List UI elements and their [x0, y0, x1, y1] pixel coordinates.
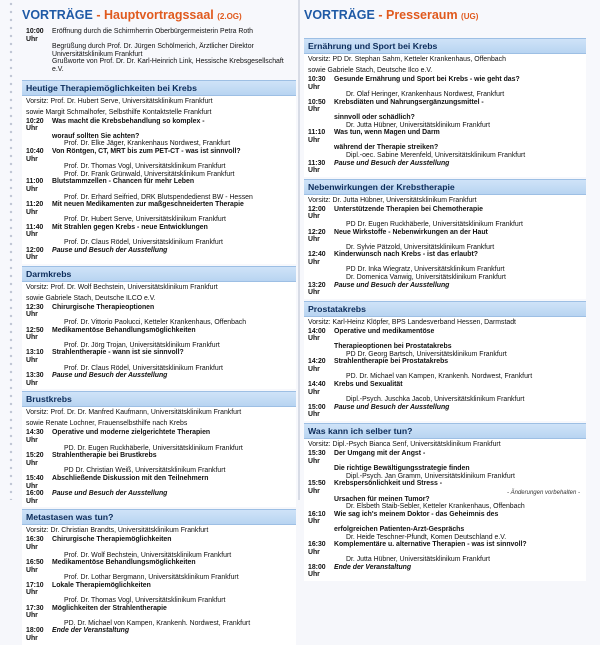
talk-title: erfolgreichen Patienten-Arzt-Gesprächs	[334, 525, 465, 533]
time-label	[26, 58, 52, 73]
speaker-row	[22, 467, 296, 475]
time-label: 18:00 Uhr	[26, 627, 44, 643]
talk-title-row	[22, 178, 296, 193]
speaker-name: Prof. Dr. Jörg Trojan, Universitätsklinikum Frankfurt	[64, 341, 220, 349]
time-label: 14:30 Uhr	[26, 429, 44, 444]
talk-title-row	[22, 224, 296, 239]
time-label: 16:50 Uhr	[26, 559, 44, 574]
time-spacer	[26, 467, 52, 475]
talk-title: Wie sag ich's meinem Doktor - das Geheimnis des	[334, 510, 499, 518]
time-spacer	[26, 365, 52, 373]
time-label	[308, 144, 334, 152]
footer-note: - Änderungen vorbehalten -	[506, 490, 580, 496]
pause-row	[22, 247, 296, 262]
time-spacer	[308, 556, 334, 564]
speaker-row	[22, 574, 296, 582]
time-label: 14:20 Uhr	[308, 358, 326, 373]
right-header-code: (UG)	[461, 12, 479, 21]
chair-line: Vorsitz: Prof. Dr. Dr. Manfred Kaufmann, Universitätsklinikum Frankfurt	[26, 409, 242, 417]
speaker-name: Dr. Jutta Hübner, Universitätsklinikum Frankfurt	[346, 556, 490, 564]
section-panel	[22, 282, 296, 390]
section-title: Nebenwirkungen der Krebstherapie	[304, 179, 586, 195]
talk-title: während der Therapie streiken?	[334, 144, 439, 152]
time-label: 14:40 Uhr	[308, 381, 326, 396]
talk-title: Ursachen für meinen Tumor?	[334, 495, 430, 503]
time-label: 10:40 Uhr	[26, 147, 44, 163]
talk-title-row	[22, 475, 296, 490]
time-spacer	[26, 239, 52, 247]
intro-block	[22, 26, 296, 78]
section-panel	[304, 439, 586, 581]
talk-title-row	[304, 511, 586, 526]
speaker-row	[304, 396, 586, 404]
speaker-name: Prof. Dr. Elke Jäger, Krankenhaus Nordwest, Frankfurt	[64, 140, 231, 148]
time-label: 11:40 Uhr	[26, 223, 44, 239]
time-spacer	[26, 171, 52, 179]
time-spacer	[308, 244, 334, 252]
speaker-name: Prof. Dr. Vittorio Paolucci, Ketteler Krankenhaus, Offenbach	[64, 319, 247, 327]
section-panel	[304, 317, 586, 421]
talk-title-row	[22, 605, 296, 620]
talk-title: Der Umgang mit der Angst -	[334, 449, 426, 457]
speaker-name: Prof. Dr. Hubert Serve, Universitätsklinikum Frankfurt	[64, 216, 226, 224]
time-label: 16:00 Uhr	[26, 490, 44, 505]
pause-label: Pause und Besuch der Ausstellung	[334, 281, 450, 289]
section-gap	[304, 175, 586, 177]
left-header-code: (2.OG)	[217, 12, 242, 21]
talk-title-row	[22, 118, 296, 133]
chair-line: Vorsitz: Prof. Dr. Wolf Bechstein, Universitätsklinikum Frankfurt	[26, 283, 218, 291]
section-gap	[22, 505, 296, 507]
section-title: Brustkrebs	[22, 391, 296, 407]
section-title: Prostatakrebs	[304, 301, 586, 317]
time-spacer	[308, 351, 334, 359]
speaker-row	[304, 91, 586, 99]
time-label	[26, 133, 52, 141]
speaker-name: Dr. Heide Teschner-Pfundt, Komen Deutschland e.V.	[346, 533, 507, 541]
talk-title-row	[304, 358, 586, 373]
speaker-name: PD. Dr. Michael van Kampen, Krankenh. Nordwest, Frankfurt	[346, 373, 533, 381]
talk-title: Von Röntgen, CT, MRT bis zum PET-CT - was ist sinnvoll?	[52, 147, 241, 155]
talk-title-row	[304, 129, 586, 144]
time-spacer	[26, 163, 52, 171]
speaker-row	[22, 194, 296, 202]
speaker-name: PD Dr. Christian Weiß, Universitätsklinikum Frankfurt	[64, 467, 226, 475]
chair-line: sowie Margit Schmalhofer, Selbsthilfe Kontaktstelle Frankfurt	[26, 108, 212, 116]
speaker-row	[22, 342, 296, 350]
right-spacer	[304, 26, 586, 36]
perforation-dots	[7, 0, 15, 500]
talk-title: Strahlentherapie bei Brustkrebs	[52, 452, 157, 460]
speaker-row	[304, 266, 586, 274]
right-header-prefix: VORTRÄGE	[304, 8, 375, 22]
time-label: 11:30 Uhr	[308, 159, 326, 175]
right-header-dash: -	[378, 8, 383, 22]
time-spacer	[26, 216, 52, 224]
fold-line	[298, 0, 300, 500]
time-label: 13:20 Uhr	[308, 281, 326, 297]
time-label: 11:00 Uhr	[26, 178, 44, 193]
talk-title-row	[22, 349, 296, 364]
chair-line: Vorsitz: Dr. Jutta Hübner, Universitätsklinikum Frankfurt	[308, 196, 477, 204]
chair-line: Vorsitz: Dr. Christian Brandts, Universitätsklinikum Frankfurt	[26, 527, 209, 535]
time-label: 10:30 Uhr	[308, 76, 326, 91]
speaker-row	[304, 152, 586, 160]
speaker-name: Dipl.-Psych. Juschka Jacob, Universitätsklinikum Frankfurt	[346, 396, 525, 404]
intro-line: Eröffnung durch die Schirmherrin Oberbürgermeisterin Petra Roth	[52, 28, 253, 35]
talk-title-row	[304, 496, 586, 504]
section-gap	[22, 387, 296, 389]
talk-title: Lokale Therapiemöglichkeiten	[52, 581, 151, 589]
speaker-name: Prof. Dr. Erhard Seifried, DRK Blutspendedienst BW - Hessen	[64, 193, 253, 201]
speaker-row	[304, 556, 586, 564]
left-header-hall: Hauptvortragssaal	[103, 8, 214, 22]
chair-line: Vorsitz: PD Dr. Stephan Sahm, Ketteler Krankenhaus, Offenbach	[308, 56, 506, 63]
talk-title: Krebs und Sexualität	[334, 381, 403, 388]
section-gap	[304, 579, 586, 581]
time-spacer	[308, 473, 334, 481]
pause-label: Pause und Besuch der Ausstellung	[52, 246, 168, 254]
time-label: 16:30 Uhr	[308, 541, 326, 556]
talk-title: Die richtige Bewältigungsstrategie finden	[334, 465, 470, 473]
intro-line: Begrüßung durch Prof. Dr. Jürgen Schölmerich, Ärztlicher Direktor Universitätsklinikum Frankfurt	[52, 43, 254, 58]
speaker-row	[304, 244, 586, 252]
pause-label: Pause und Besuch der Ausstellung	[52, 490, 168, 498]
section-title: Heutige Therapiemöglichkeiten bei Krebs	[22, 80, 296, 96]
speaker-name: Prof. Dr. Wolf Bechstein, Universitätsklinikum Frankfurt	[64, 551, 232, 559]
speaker-name: PD Dr. Inka Wiegratz, Universitätsklinikum Frankfurt	[346, 266, 505, 274]
speaker-name: Dr. Jutta Hübner, Universitätsklinikum Frankfurt	[346, 121, 490, 129]
time-label: 13:30 Uhr	[26, 372, 44, 387]
time-label: 15:20 Uhr	[26, 452, 44, 467]
time-label: 10:00 Uhr	[26, 28, 44, 43]
time-spacer	[26, 445, 52, 453]
speaker-row	[22, 365, 296, 373]
time-label	[308, 343, 334, 351]
chair-line: Vorsitz: Karl-Heinz Klöpfer, BPS Landesverband Hessen, Darmstadt	[308, 318, 516, 326]
speaker-row	[22, 445, 296, 453]
speaker-name: Dr. Olaf Heringer, Krankenhaus Nordwest, Frankfurt	[346, 91, 505, 99]
left-sections	[22, 80, 296, 645]
talk-title: Neue Wirkstoffe - Nebenwirkungen an der Haut	[334, 228, 488, 236]
left-column	[22, 0, 296, 645]
time-spacer	[308, 266, 334, 274]
right-header-hall: Presseraum	[385, 8, 458, 22]
talk-title-row	[22, 327, 296, 342]
pause-row	[22, 372, 296, 387]
talk-title: Therapieoptionen bei Prostatakrebs	[334, 343, 452, 351]
speaker-name: PD. Dr. Eugen Ruckhäberle, Universitätsklinikum Frankfurt	[64, 444, 243, 452]
time-label: 12:30 Uhr	[26, 303, 44, 319]
speaker-name: Prof. Dr. Claus Rödel, Universitätsklinikum Frankfurt	[64, 364, 223, 372]
speaker-name: Prof. Dr. Claus Rödel, Universitätsklinikum Frankfurt	[64, 239, 223, 247]
talk-title: Operative und moderne zielgerichtete Therapien	[52, 429, 211, 437]
talk-title-row	[304, 465, 586, 473]
time-spacer	[26, 194, 52, 202]
pause-label: Ende der Veranstaltung	[52, 627, 130, 635]
talk-title: sinnvoll oder schädlich?	[334, 113, 415, 121]
speaker-row	[22, 216, 296, 224]
speaker-row	[22, 620, 296, 628]
chair-line: sowie Renate Lochner, Frauenselbsthilfe nach Krebs	[26, 420, 188, 428]
section-gap	[304, 419, 586, 421]
section-title: Was kann ich selber tun?	[304, 423, 586, 439]
time-spacer	[308, 221, 334, 229]
pause-row	[304, 282, 586, 297]
talk-title-row	[304, 251, 586, 266]
speaker-name: PD Dr. Georg Bartsch, Universitätsklinikum Frankfurt	[346, 350, 507, 358]
speaker-name: Prof. Dr. Thomas Vogl, Universitätsklinikum Frankfurt	[64, 163, 226, 171]
pause-row	[22, 627, 296, 642]
speaker-row	[304, 351, 586, 359]
talk-title: Krebsdiäten und Nahrungsergänzungsmittel -	[334, 98, 484, 106]
talk-title-row	[304, 343, 586, 351]
time-spacer	[308, 91, 334, 99]
speaker-row	[304, 274, 586, 282]
speaker-row	[304, 473, 586, 481]
time-spacer	[308, 396, 334, 404]
talk-title: Abschließende Diskussion mit den Teilnehmern	[52, 474, 209, 482]
time-label: 18:00 Uhr	[308, 563, 326, 579]
right-header	[304, 8, 586, 22]
time-spacer	[308, 373, 334, 381]
time-spacer	[308, 274, 334, 282]
pause-label: Ende der Veranstaltung	[334, 563, 412, 571]
time-label	[308, 465, 334, 473]
pause-row	[304, 160, 586, 175]
talk-title-row	[304, 541, 586, 556]
talk-title-row	[22, 582, 296, 597]
speaker-row	[304, 534, 586, 542]
time-label: 10:50 Uhr	[308, 98, 326, 114]
time-spacer	[26, 552, 52, 560]
section-gap	[304, 297, 586, 299]
pause-label: Pause und Besuch der Ausstellung	[52, 372, 168, 380]
time-label: 12:50 Uhr	[26, 326, 44, 342]
talk-title-row	[304, 526, 586, 534]
chair-line: Vorsitz: Dipl.-Psych Bianca Senf, Universitätsklinikum Frankfurt	[308, 440, 501, 448]
talk-title: Kinderwunsch nach Krebs - ist das erlaubt?	[334, 251, 478, 259]
time-label: 15:50 Uhr	[308, 480, 326, 495]
time-label: 12:00 Uhr	[308, 205, 326, 221]
time-spacer	[308, 152, 334, 160]
section-title: Darmkrebs	[22, 266, 296, 282]
talk-title-row	[22, 559, 296, 574]
time-spacer	[26, 620, 52, 628]
speaker-row	[22, 163, 296, 171]
speaker-name: Prof. Dr. Thomas Vogl, Universitätsklinikum Frankfurt	[64, 597, 226, 605]
talk-title-row	[22, 452, 296, 467]
pause-row	[304, 564, 586, 579]
time-label: 15:00 Uhr	[308, 403, 326, 419]
left-header-prefix: VORTRÄGE	[22, 8, 93, 22]
talk-title: Mit Strahlen gegen Krebs - neue Entwicklungen	[52, 223, 208, 231]
speaker-row	[22, 239, 296, 247]
time-spacer	[26, 597, 52, 605]
left-header	[22, 8, 296, 22]
section-title: Ernährung und Sport bei Krebs	[304, 38, 586, 54]
talk-title: Was macht die Krebsbehandlung so komplex -	[52, 117, 205, 125]
pause-row	[304, 404, 586, 419]
talk-title-row	[304, 229, 586, 244]
time-label: 12:00 Uhr	[26, 246, 44, 262]
talk-title-row	[304, 144, 586, 152]
time-label: 15:40 Uhr	[26, 474, 44, 490]
talk-title: Komplementäre u. alternative Therapien - was ist sinnvoll?	[334, 541, 527, 549]
chair-line: Vorsitz: Prof. Dr. Hubert Serve, Universitätsklinikum Frankfurt	[26, 97, 213, 105]
speaker-name: Prof. Dr. Frank Grünwald, Universitätsklinikum Frankfurt	[64, 170, 235, 178]
right-sections	[304, 38, 586, 581]
section-panel	[22, 525, 296, 644]
speaker-row	[304, 373, 586, 381]
talk-title-row	[304, 381, 586, 396]
time-spacer	[308, 503, 334, 511]
time-spacer	[26, 342, 52, 350]
intro-row	[22, 28, 296, 43]
time-label	[308, 526, 334, 534]
talk-title: Operative und medikamentöse	[334, 327, 435, 335]
time-label: 15:30 Uhr	[308, 449, 326, 465]
speaker-row	[304, 122, 586, 130]
time-label	[308, 114, 334, 122]
time-spacer	[26, 574, 52, 582]
talk-title-row	[304, 76, 586, 91]
time-label	[26, 43, 52, 58]
time-spacer	[308, 534, 334, 542]
speaker-name: PD Dr. Eugen Ruckhäberle, Universitätsklinikum Frankfurt	[346, 220, 523, 228]
speaker-row	[304, 221, 586, 229]
pause-label: Pause und Besuch der Ausstellung	[334, 403, 450, 411]
time-label: 10:20 Uhr	[26, 117, 44, 133]
talk-title-row	[22, 201, 296, 216]
speaker-row	[22, 319, 296, 327]
talk-title: Was tun, wenn Magen und Darm	[334, 129, 440, 137]
section-gap	[22, 262, 296, 264]
section-panel	[304, 195, 586, 299]
time-label: 14:00 Uhr	[308, 327, 326, 343]
talk-title: Medikamentöse Behandlungsmöglichkeiten	[52, 559, 196, 567]
talk-title: Krebspersönlichkeit und Stress -	[334, 480, 442, 488]
time-label: 17:10 Uhr	[26, 581, 44, 597]
speaker-row	[22, 140, 296, 148]
section-panel	[22, 407, 296, 507]
pause-label: Pause und Besuch der Ausstellung	[334, 159, 450, 167]
time-label: 11:10 Uhr	[308, 129, 326, 144]
chair-line: sowie Gabriele Stach, Deutsche ILCO e.V.	[26, 294, 156, 302]
section-panel	[22, 96, 296, 264]
speaker-row	[304, 503, 586, 511]
talk-title-row	[304, 99, 586, 114]
left-header-dash: -	[96, 8, 101, 22]
talk-title-row	[22, 148, 296, 163]
time-spacer	[308, 122, 334, 130]
time-spacer	[26, 140, 52, 148]
talk-title: Blutstammzellen - Chancen für mehr Leben	[52, 178, 195, 186]
time-label: 12:20 Uhr	[308, 228, 326, 244]
intro-row	[22, 58, 296, 73]
talk-title: Gesunde Ernährung und Sport bei Krebs - wie geht das?	[334, 76, 520, 83]
talk-title: worauf sollten Sie achten?	[52, 132, 140, 140]
talk-title: Strahlentherapie - wann ist sie sinnvoll?	[52, 349, 184, 357]
talk-title-row	[304, 206, 586, 221]
speaker-name: PD. Dr. Michael von Kampen, Krankenh. Nordwest, Frankfurt	[64, 619, 251, 627]
time-label	[308, 496, 334, 504]
talk-title: Mit neuen Medikamenten zur maßgeschneiderten Therapie	[52, 201, 244, 209]
time-label: 12:40 Uhr	[308, 251, 326, 266]
talk-title-row	[22, 429, 296, 444]
speaker-name: Dr. Domenica Vanwig, Universitätsklinikum Frankfurt	[346, 274, 506, 282]
speaker-name: Dipl.-Psych. Jan Gramm, Universitätsklinikum Frankfurt	[346, 472, 515, 480]
speaker-name: Dipl.-oec. Sabine Merenfeld, Universitätsklinikum Frankfurt	[346, 151, 526, 159]
talk-title: Chirurgische Therapieoptionen	[52, 303, 155, 311]
speaker-name: Dr. Sylvie Pätzold, Universitätsklinikum Frankfurt	[346, 243, 495, 251]
talk-title: Unterstützende Therapien bei Chemotherapie	[334, 205, 483, 213]
time-spacer	[26, 319, 52, 327]
time-label: 16:10 Uhr	[308, 510, 326, 526]
talk-title: Medikamentöse Behandlungsmöglichkeiten	[52, 326, 196, 334]
pause-row	[22, 490, 296, 505]
speaker-row	[22, 597, 296, 605]
section-panel	[304, 54, 586, 177]
time-label: 13:10 Uhr	[26, 349, 44, 364]
intro-line: Grußworte von Prof. Dr. Dr. Karl-Heinrich Link, Hessische Krebsgesellschaft e.V.	[52, 58, 284, 73]
time-label: 16:30 Uhr	[26, 536, 44, 551]
talk-title-row	[22, 133, 296, 141]
talk-title: Chirurgische Therapiemöglichkeiten	[52, 536, 172, 544]
talk-title-row	[22, 536, 296, 551]
chair-line: sowie Gabriele Stach, Deutsche Ilco e.V.	[308, 67, 433, 74]
time-label: 17:30 Uhr	[26, 604, 44, 620]
talk-title-row	[304, 114, 586, 122]
section-gap	[22, 643, 296, 645]
speaker-row	[22, 552, 296, 560]
time-label: 11:20 Uhr	[26, 201, 44, 216]
talk-title-row	[22, 304, 296, 319]
talk-title-row	[304, 450, 586, 465]
speaker-row	[22, 171, 296, 179]
talk-title: Strahlentherapie bei Prostatakrebs	[334, 358, 449, 366]
talk-title: Möglichkeiten der Strahlentherapie	[52, 604, 167, 612]
intro-row	[22, 43, 296, 58]
talk-title-row	[304, 328, 586, 343]
speaker-name: Prof. Dr. Lothar Bergmann, Universitätsklinikum Frankfurt	[64, 574, 239, 582]
speaker-name: Dr. Elsbeth Staib-Sebler, Ketteler Krankenhaus, Offenbach	[346, 503, 525, 511]
section-title: Metastasen was tun?	[22, 509, 296, 525]
